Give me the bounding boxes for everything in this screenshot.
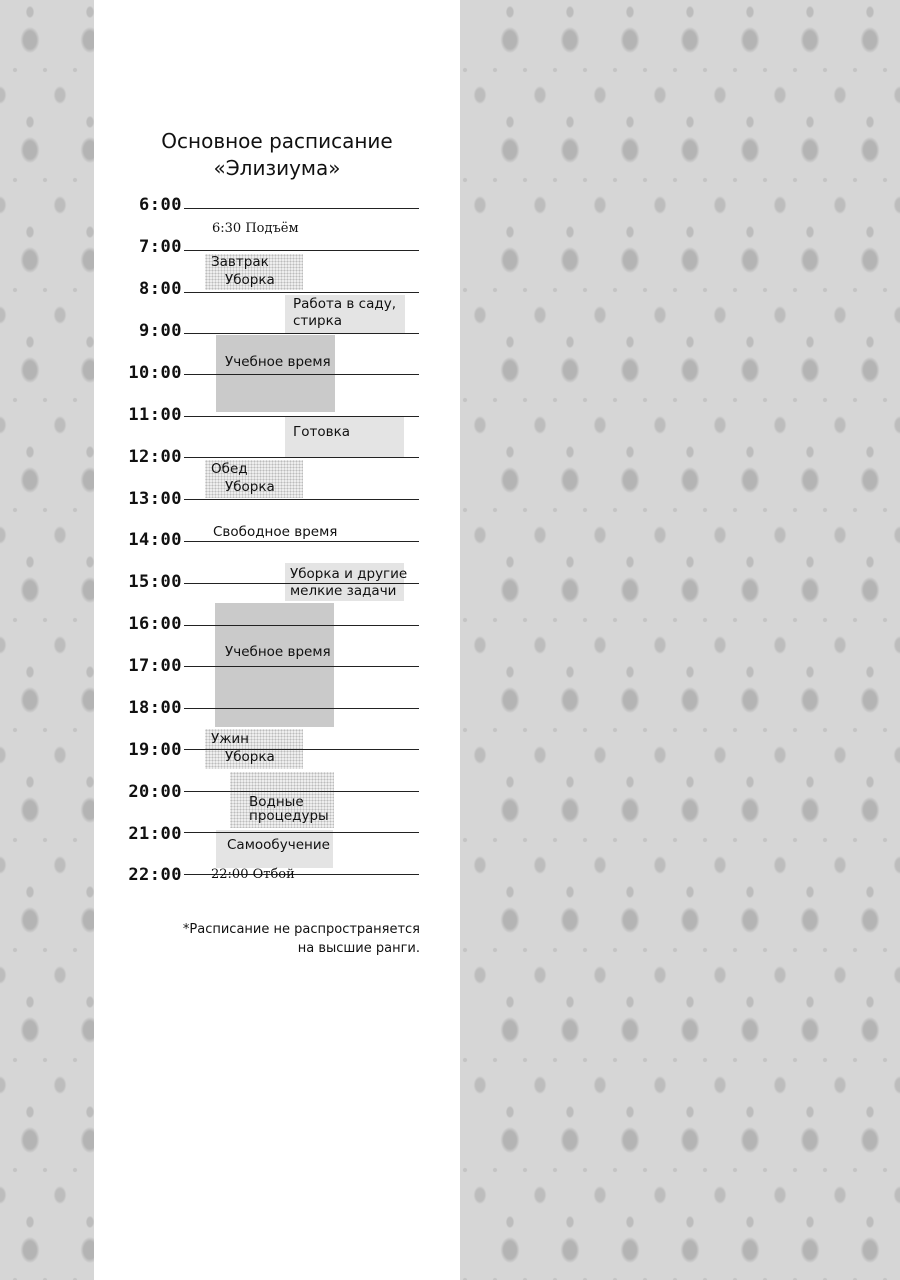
hour-line (184, 374, 419, 375)
hour-line (184, 292, 419, 293)
chores-label-line1: Уборка и другие (290, 566, 408, 582)
cleaning-lunch-label: Уборка (225, 479, 275, 495)
page-subtitle: «Элизиума» (213, 156, 341, 180)
hour-label: 13:00 (128, 489, 182, 509)
hour-label: 19:00 (128, 740, 182, 760)
hour-line (184, 625, 419, 626)
hour-label: 6:00 (139, 195, 182, 215)
footnote-line2: на высшие ранги. (297, 941, 420, 956)
hour-label: 18:00 (128, 698, 182, 718)
garden-label-line2: стирка (293, 313, 343, 329)
hour-label: 17:00 (128, 656, 182, 676)
hour-line (184, 708, 419, 709)
hour-label: 10:00 (128, 363, 182, 383)
hour-label: 14:00 (128, 530, 182, 550)
hour-label: 7:00 (139, 237, 182, 257)
self-study-label: Самообучение (227, 837, 330, 853)
hour-line (184, 457, 419, 458)
study-afternoon-label: Учебное время (225, 644, 331, 660)
garden-label-line1: Работа в саду, (293, 296, 396, 312)
chores-label-line2: мелкие задачи (290, 583, 397, 599)
hour-label: 15:00 (128, 572, 182, 592)
bath-label-line1: Водные (249, 794, 304, 810)
hour-label: 16:00 (128, 614, 182, 634)
hour-line (184, 541, 419, 542)
breakfast-label: Завтрак (211, 254, 269, 270)
hour-line (184, 666, 419, 667)
hour-line (184, 416, 419, 417)
hour-line (184, 749, 419, 750)
hour-label: 12:00 (128, 447, 182, 467)
hour-line (184, 791, 419, 792)
dinner-label: Ужин (211, 731, 249, 747)
hour-line (184, 832, 419, 833)
footnote (150, 920, 420, 958)
hour-line (184, 208, 419, 209)
hour-label: 22:00 (128, 865, 182, 885)
lunch-label: Обед (211, 461, 248, 477)
hour-line (184, 250, 419, 251)
wakeup-label: 6:30 Подъём (212, 221, 299, 236)
hour-label: 11:00 (128, 405, 182, 425)
footnote-line1: *Расписание не распространяется (182, 922, 420, 937)
hour-label: 8:00 (139, 279, 182, 299)
cleaning-evening-label: Уборка (225, 749, 275, 765)
cleaning-morning-label: Уборка (225, 272, 275, 288)
free-time-label: Свободное время (213, 524, 338, 540)
hour-line (184, 499, 419, 500)
bath-label-line2: процедуры (249, 808, 329, 824)
hour-line (184, 333, 419, 334)
lights-out-label: 22:00 Отбой (211, 867, 295, 882)
hour-label: 9:00 (139, 321, 182, 341)
study-morning-label: Учебное время (225, 354, 331, 370)
hour-label: 20:00 (128, 782, 182, 802)
cooking-label: Готовка (293, 424, 350, 440)
hour-label: 21:00 (128, 824, 182, 844)
page-title: Основное расписание (161, 129, 393, 153)
